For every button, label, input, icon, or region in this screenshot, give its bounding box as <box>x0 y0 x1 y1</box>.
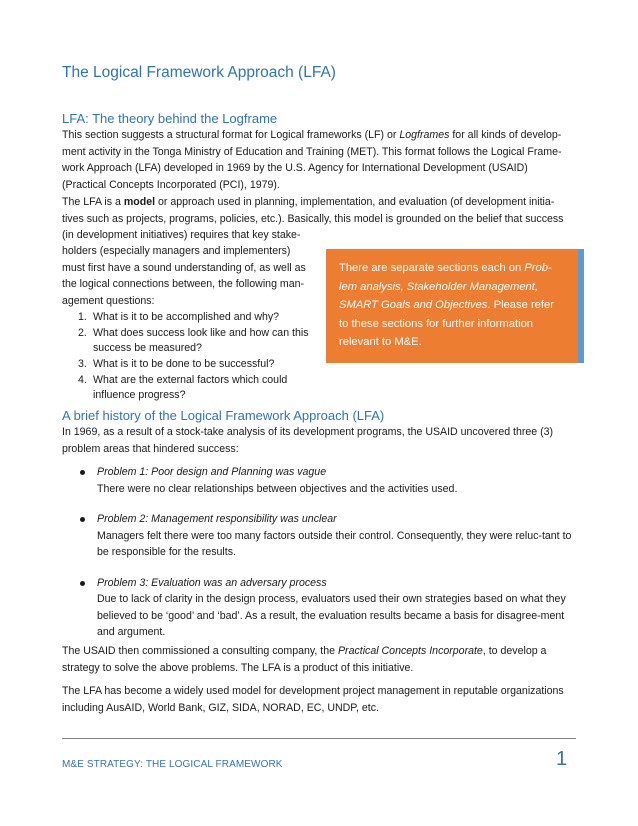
list-item <box>80 464 572 497</box>
paragraph-model-part-a: The LFA is a <box>62 196 124 208</box>
page-number: 1 <box>556 748 568 770</box>
logframes-term: Logframes <box>399 129 450 141</box>
bullet-icon <box>80 470 85 475</box>
problem-title: Problem 1: Poor design and Planning was vague <box>97 466 327 478</box>
list-item-text: What are the external factors which could influence progress? <box>93 374 288 401</box>
callout-sections-list: Prob-lem analysis, Stakeholder Management, SMART Goals and Objectives <box>339 262 552 311</box>
list-item-text: What is it to be done to be successful? <box>93 358 275 370</box>
management-questions-list <box>78 310 318 404</box>
bullet-icon <box>80 517 85 522</box>
page-title: The Logical Framework Approach (LFA) <box>62 64 336 81</box>
paragraph-intro-part-c: for all kinds of develop-ment activity in the Tonga Ministry of Education and Training (MET). This format follows the Logical Frame-work Approach (LFA) developed in 1969 by the U.S. Agency for International Development (USAID) (Practical Concepts Incorporated (PCI), 1979). <box>62 129 562 191</box>
paragraph-history-intro: In 1969, as a result of a stock-take analysis of its development programs, the USAID uncovered three (3) problem areas that hindered success: <box>62 426 554 455</box>
problem-title: Problem 3: Evaluation was an adversary process <box>97 576 327 589</box>
section-heading-theory: LFA: The theory behind the Logframe <box>62 111 278 126</box>
bullet-icon <box>80 581 85 586</box>
pci-term: Practical Concepts Incorporate <box>337 645 483 657</box>
model-term: model <box>123 196 156 208</box>
paragraph-intro-part-a: This section suggests a structural format for Logical frameworks (LF) or <box>62 129 400 141</box>
callout-box <box>326 249 584 363</box>
list-item-number: 1. <box>78 311 87 323</box>
paragraph-usaid-part-a: The USAID then commissioned a consulting company, the <box>62 645 338 657</box>
list-item-text: What is it to be accomplished and why? <box>93 311 280 323</box>
problem-body: Managers felt there were too many factors outside their control. Consequently, they were reluc-tant to be responsible for the results. <box>97 529 572 558</box>
list-item <box>78 326 318 356</box>
list-item-number: 2. <box>78 327 87 339</box>
callout-text <box>339 259 564 352</box>
paragraph-intro <box>62 127 572 193</box>
problem-title: Problem 2: Management responsibility was unclear <box>97 513 337 525</box>
problem-body: There were no clear relationships between objectives and the activities used. <box>97 482 458 495</box>
paragraph-model <box>62 194 572 244</box>
problem-list <box>80 464 572 655</box>
paragraph-lfa-usage: The LFA has become a widely used model for development project management in reputable organizations including AusAID, World Bank, GIZ, SIDA, NORAD, EC, UNDP, etc. <box>62 685 564 714</box>
paragraph-model-part-c: or approach used in planning, implementation, and evaluation (of development initia-tives such as projects, programs, policies, etc.). Basically, this model is grounded on the belief that success (in development initiatives) requires that key stake- <box>62 196 564 241</box>
list-item-text: What does success look like and how can this success be measured? <box>93 327 309 354</box>
callout-text-part-a: There are separate sections each on <box>339 262 525 274</box>
list-item <box>80 575 572 641</box>
callout-text-part-c: . Please refer to these sections for further information relevant to M&E. <box>339 299 554 348</box>
list-item <box>78 310 318 325</box>
list-item <box>80 511 572 561</box>
paragraph-usaid-commission <box>62 643 572 676</box>
list-item <box>78 357 318 372</box>
paragraph-model-continued: holders (especially managers and implementers) must first have a sound understanding of, as well as the logical connections between, the following man-agement questions: <box>62 245 306 307</box>
section-heading-history: A brief history of the Logical Framework Approach (LFA) <box>62 408 385 423</box>
list-item-number: 4. <box>78 374 87 386</box>
footer-divider <box>62 738 576 739</box>
list-item <box>78 373 318 403</box>
footer-title: M&E STRATEGY: THE LOGICAL FRAMEWORK <box>62 759 283 770</box>
list-item-number: 3. <box>78 358 87 370</box>
paragraph-usaid-part-c: , to develop a strategy to solve the above problems. The LFA is a product of this initiative. <box>62 645 547 674</box>
problem-body: Due to lack of clarity in the design process, evaluators used their own strategies based on what they believed to be ‘good’ and ‘bad’. As a result, the evaluation results became a basis for disagree-ment and argument. <box>97 593 566 638</box>
